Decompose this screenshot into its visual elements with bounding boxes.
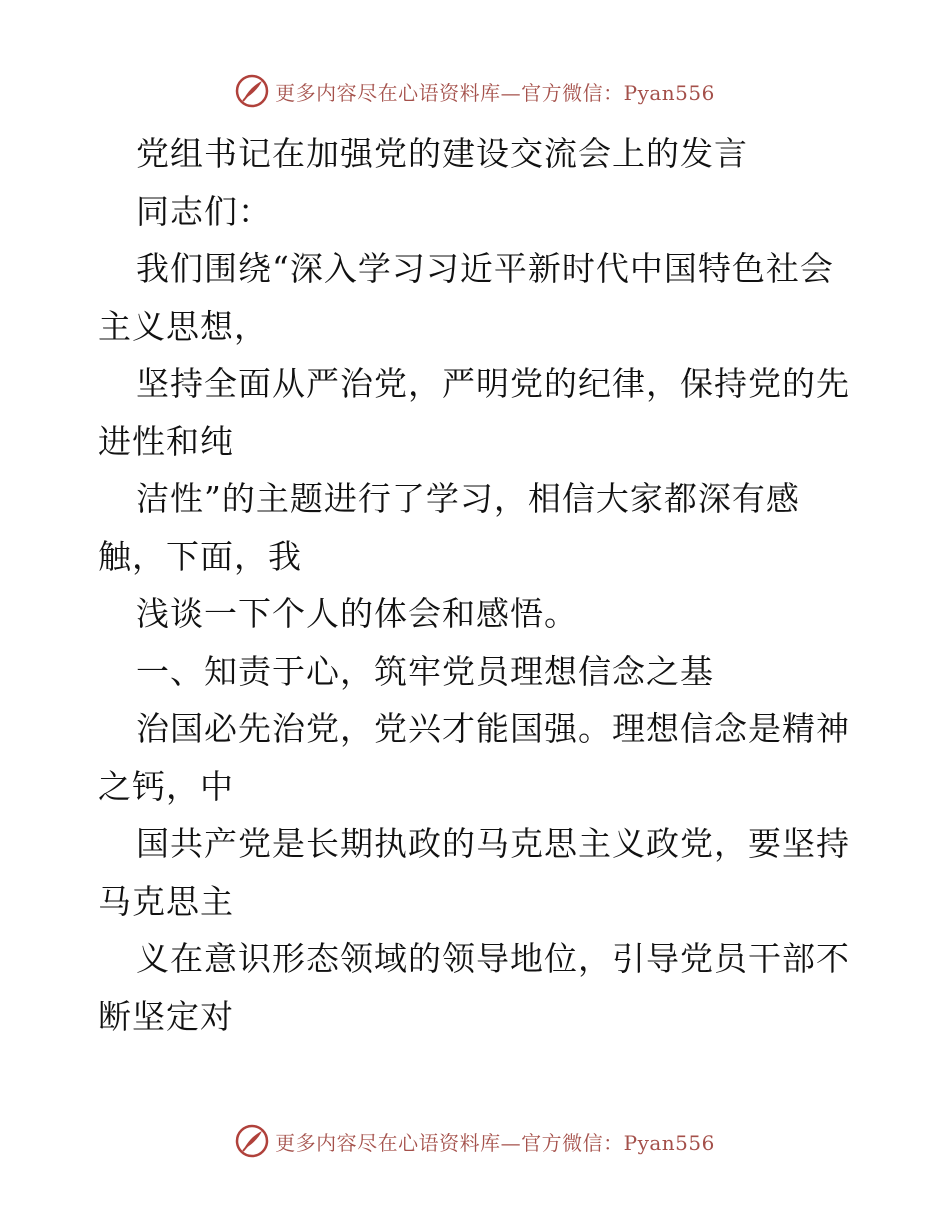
document-body <box>98 125 858 1045</box>
watermark-text: 更多内容尽在心语资料库—官方微信：Pyan556 <box>275 80 715 105</box>
paragraph-line: 触，下面，我 <box>98 536 302 576</box>
feather-pen-logo-icon <box>235 1124 269 1158</box>
paragraph-line: 义在意识形态领域的领导地位，引导党员干部不 <box>136 939 850 978</box>
footer-watermark-banner <box>0 1121 950 1161</box>
section-heading: 一、知责于心，筑牢党员理想信念之基 <box>136 651 714 691</box>
paragraph-line: 我们围绕“深入学习习近平新时代中国特色社会 <box>136 249 834 288</box>
header-watermark-banner <box>0 71 950 111</box>
paragraph-line: 断坚定对 <box>98 996 234 1036</box>
paragraph-line: 坚持全面从严治党，严明党的纪律，保持党的先 <box>136 364 850 403</box>
paragraph-line: 浅谈一下个人的体会和感悟。 <box>136 594 578 633</box>
watermark-text: 更多内容尽在心语资料库—官方微信：Pyan556 <box>275 1130 715 1155</box>
paragraph-line: 之钙，中 <box>98 766 234 806</box>
paragraph-line: 进性和纯 <box>98 421 234 461</box>
feather-pen-logo-icon <box>235 74 269 108</box>
paragraph-line: 洁性”的主题进行了学习，相信大家都深有感 <box>136 479 800 518</box>
greeting: 同志们： <box>136 191 272 231</box>
paragraph-line: 马克思主 <box>98 881 234 921</box>
document-title: 党组书记在加强党的建设交流会上的发言 <box>136 134 748 173</box>
paragraph-line: 治国必先治党，党兴才能国强。理想信念是精神 <box>136 709 850 748</box>
paragraph-line: 主义思想， <box>98 306 268 346</box>
paragraph-line: 国共产党是长期执政的马克思主义政党，要坚持 <box>136 824 850 863</box>
